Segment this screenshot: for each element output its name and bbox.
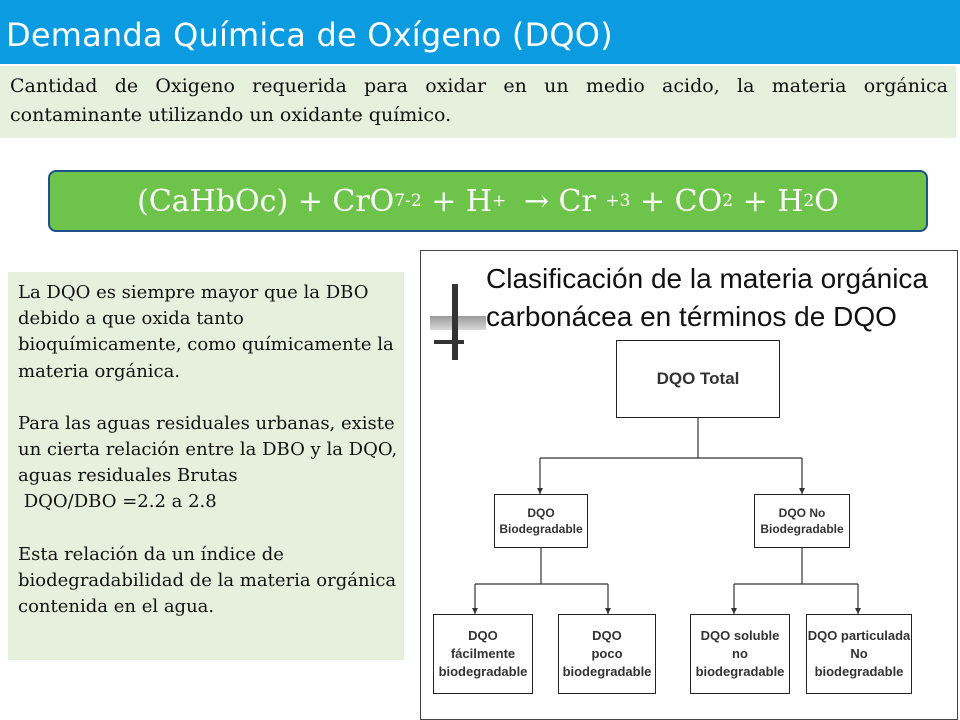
eq-plus: + [733, 183, 778, 219]
notes-paragraph-3: Esta relación da un índice de biodegradabilidad de la materia orgánica contenida en el agua. [18, 543, 397, 618]
dqo-total-box [616, 340, 780, 418]
eq-water-sub: 2 [803, 191, 815, 211]
eq-water-h: H [777, 183, 804, 219]
diagram-title-line-1: Clasificación de la materia orgánica [486, 263, 928, 294]
eq-plus: + [421, 183, 466, 219]
dqo-poco-line-3: biodegradable [562, 664, 652, 679]
dqo-poco-line-1: DQO [592, 628, 622, 643]
dqo-biodegradable-line-1: DQO [527, 506, 555, 520]
dqo-soluble-box [690, 614, 790, 694]
notes-ratio: DQO/DBO =2.2 a 2.8 [18, 491, 217, 513]
eq-dichromate: CrO [332, 183, 395, 219]
slide-title: Demanda Química de Oxígeno (DQO) [6, 16, 613, 54]
eq-plus: + [630, 183, 675, 219]
dqo-biodegradable-line-2: Biodegradable [499, 522, 583, 536]
dqo-facilmente-line-2: fácilmente [450, 646, 516, 661]
definition-text: Cantidad de Oxigeno requerida para oxidar en un medio acido, la materia orgánica contaminante utilizando un oxidante químico. [0, 66, 956, 138]
dqo-soluble-line-3: biodegradable [695, 664, 785, 679]
eq-co2: CO [674, 183, 723, 219]
dqo-soluble-line-1: DQO soluble [700, 628, 780, 643]
dqo-poco-box [558, 614, 656, 694]
dqo-no-biodegradable-line-1: DQO No [778, 506, 826, 520]
eq-dichromate-sub: 7 [394, 191, 406, 211]
eq-proton: H [465, 183, 493, 219]
dqo-facilmente-line-1: DQO [468, 628, 498, 643]
eq-plus: + [288, 183, 333, 219]
dqo-biodegradable-box [494, 494, 588, 548]
eq-co2-sub: 2 [722, 191, 734, 211]
eq-arrow: → [514, 183, 559, 219]
dqo-poco-line-2: poco [591, 646, 623, 661]
eq-chromium: Cr [558, 183, 606, 219]
eq-chromium-charge: +3 [605, 191, 631, 211]
notes-paragraph-1: La DQO es siempre mayor que la DBO debido a que oxida tanto bioquímicamente, como químicamente la materia orgánica. [18, 282, 394, 382]
dqo-facilmente-line-3: biodegradable [438, 664, 528, 679]
notes-paragraph-2: Para las aguas residuales urbanas, existe un cierta relación entre la DBO y la DQO, aguas residuales Brutas [18, 412, 398, 487]
dqo-particulada-line-2: No [850, 646, 868, 661]
dqo-soluble-line-2: no [732, 646, 748, 661]
dqo-particulada-box [806, 614, 912, 694]
diagram-title-line-2: carbonácea en términos de DQO [486, 301, 897, 332]
eq-water-o: O [814, 183, 839, 219]
eq-proton-charge: + [492, 191, 507, 211]
dqo-facilmente-box [433, 614, 533, 694]
dqo-total-label: DQO Total [656, 369, 740, 388]
dqo-no-biodegradable-line-2: Biodegradable [760, 522, 844, 536]
dqo-particulada-line-1: DQO particulada [807, 628, 911, 643]
eq-reactant: (CaHbOc) [137, 183, 289, 219]
eq-dichromate-charge: -2 [405, 191, 422, 211]
dqo-particulada-line-3: biodegradable [814, 664, 904, 679]
dqo-no-biodegradable-box [754, 494, 850, 548]
